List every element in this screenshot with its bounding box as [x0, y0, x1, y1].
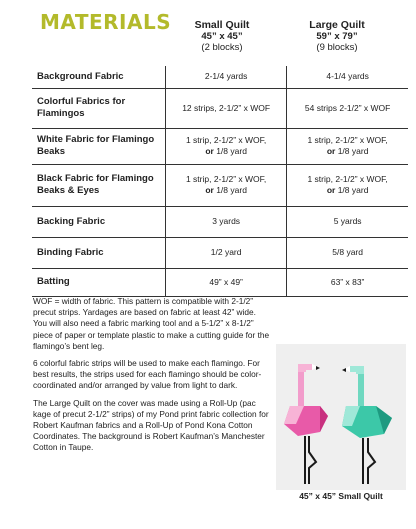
- value-line: 1 strip, 2-1/2” x WOF,: [307, 174, 388, 184]
- note-paragraph: WOF = width of fabric. This pattern is compatible with 2-1/2” precut strips. Yardages are based on fabric at least 42” wide. You will also need a fabric marking tool and a 5-1/2” x 8-1/2” piece of paper or template plastic to make a cutting guide for the flamingo’s bent leg.: [33, 296, 270, 351]
- or-word: or: [205, 146, 214, 156]
- large-quilt-value: [287, 164, 408, 206]
- value-line-alt: [287, 146, 408, 157]
- alt-amount: 1/8 yard: [216, 185, 247, 195]
- or-word: or: [326, 185, 336, 195]
- row-label: White Fabric for Flamingo Beaks: [32, 128, 166, 164]
- materials-table: [32, 66, 408, 297]
- row-label: Colorful Fabrics for Flamingos: [32, 88, 166, 128]
- value-line-alt: [166, 146, 286, 157]
- value-line: 12 strips, 2-1/2” x WOF: [182, 102, 271, 113]
- small-quilt-blocks: (2 blocks): [201, 42, 243, 53]
- large-quilt-value: [287, 88, 408, 128]
- flamingo-quilt-image: [276, 344, 406, 490]
- large-quilt-name: Large Quilt: [309, 19, 365, 31]
- small-quilt-name: Small Quilt: [194, 19, 250, 31]
- table-row: [32, 66, 408, 88]
- small-quilt-value: [166, 66, 287, 88]
- large-quilt-blocks: (9 blocks): [316, 42, 358, 53]
- small-quilt-value: [166, 206, 287, 237]
- value-line: 63” x 83”: [330, 276, 365, 287]
- column-header-small: [167, 20, 277, 53]
- value-line-alt: [287, 185, 408, 196]
- quilt-illustration: [276, 344, 406, 490]
- column-header-large: [282, 20, 392, 53]
- large-quilt-value: [287, 237, 408, 268]
- or-word: or: [205, 185, 214, 195]
- page-title: MATERIALS: [40, 10, 172, 34]
- table-row: [32, 164, 408, 206]
- note-paragraph: 6 colorful fabric strips will be used to make each flamingo. For best results, the strips used for each flamingo should be color-coordinated and/or arranged by value from light to dark.: [33, 358, 262, 391]
- row-label: Background Fabric: [32, 66, 166, 88]
- note-paragraph: The Large Quilt on the cover was made using a Roll-Up (pac kage of precut 2-1/2” strips) of my Pond print fabric collection for Robert Kaufman fabrics and a Roll-Up of Pond Kona Cotton Coordinates. The background is Robert Kaufman’s Manchester Cotton in Taupe.: [33, 397, 269, 453]
- value-line: 5/8 yard: [332, 247, 363, 257]
- small-quilt-value: [166, 88, 287, 128]
- notes: [33, 296, 271, 460]
- large-quilt-size: 59” x 79”: [316, 31, 358, 42]
- teal-flamingo: [342, 366, 392, 484]
- value-line: 1 strip, 2-1/2” x WOF,: [185, 135, 267, 145]
- table-row: [32, 268, 408, 296]
- figure-caption: 45” x 45” Small Quilt: [299, 491, 383, 501]
- large-quilt-value: [287, 268, 408, 296]
- small-quilt-size: 45” x 45”: [201, 31, 243, 42]
- value-line: 3 yards: [212, 216, 241, 226]
- value-line: 5 yards: [333, 216, 362, 226]
- alt-amount: 1/8 yard: [216, 146, 247, 156]
- large-quilt-value: [287, 206, 408, 237]
- row-label: Black Fabric for Flamingo Beaks & Eyes: [32, 164, 166, 206]
- alt-amount: 1/8 yard: [337, 185, 369, 195]
- table-row: [32, 237, 408, 268]
- table-row: [32, 206, 408, 237]
- table-row: [32, 88, 408, 128]
- small-quilt-value: [166, 268, 287, 296]
- value-line: 1 strip, 2-1/2” x WOF,: [307, 135, 388, 145]
- value-line: 1 strip, 2-1/2” x WOF,: [185, 174, 267, 184]
- row-label: Binding Fabric: [32, 237, 166, 268]
- small-quilt-value: [166, 237, 287, 268]
- row-label: Backing Fabric: [32, 206, 166, 237]
- small-quilt-value: [166, 128, 287, 164]
- table-row: [32, 128, 408, 164]
- large-quilt-value: [287, 128, 408, 164]
- alt-amount: 1/8 yard: [337, 146, 369, 156]
- row-label: Batting: [32, 268, 166, 296]
- value-line: 49” x 49”: [209, 276, 243, 287]
- value-line: 1/2 yard: [210, 247, 242, 257]
- value-line: 2-1/4 yards: [204, 71, 248, 82]
- pink-flamingo: [284, 364, 328, 484]
- value-line-alt: [166, 185, 286, 196]
- small-quilt-value: [166, 164, 287, 206]
- value-line: 4-1/4 yards: [326, 71, 369, 82]
- value-line: 54 strips 2-1/2” x WOF: [304, 102, 391, 113]
- or-word: or: [326, 146, 336, 156]
- large-quilt-value: [287, 66, 408, 88]
